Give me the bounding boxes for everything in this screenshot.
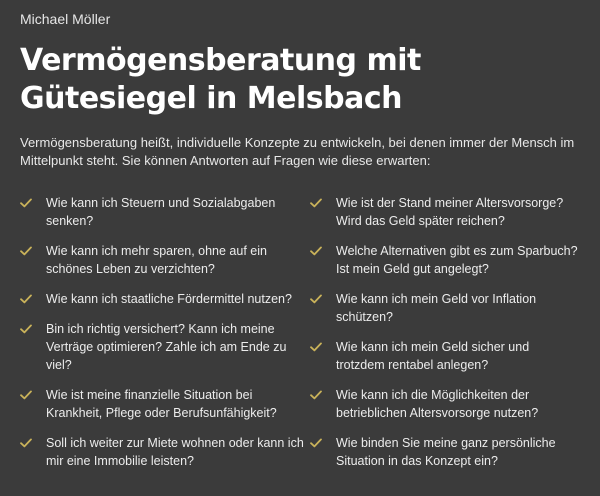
questions-columns [20,194,580,470]
question-item [20,194,310,230]
intro-text: Vermögensberatung heißt, individuelle Konzepte zu entwickeln, bei denen immer der Mensch im Mittelpunkt steht. Sie können Antworten auf Fragen wie diese erwarten: [20,135,575,168]
page-title-line-1: Vermögensberatung mit [20,43,421,78]
check-icon [310,194,336,212]
check-icon [310,242,336,260]
check-icon [310,386,336,404]
check-icon [20,290,46,308]
question-text: Wie kann ich mein Geld sicher und trotzdem rentabel anlegen? [336,340,530,372]
question-item [20,320,310,374]
question-text: Wie kann ich mehr sparen, ohne auf ein schönes Leben zu verzichten? [46,244,267,276]
question-text: Welche Alternativen gibt es zum Sparbuch? Ist mein Geld gut angelegt? [336,244,578,276]
question-text: Wie kann ich staatliche Fördermittel nutzen? [46,292,292,306]
question-item [20,242,310,278]
check-icon [310,434,336,452]
question-item [20,290,310,308]
question-item [310,338,580,374]
author-name: Michael Möller [20,11,111,27]
question-item [20,434,310,470]
question-text: Soll ich weiter zur Miete wohnen oder kann ich mir eine Immobilie leisten? [46,436,304,468]
question-text: Wie ist der Stand meiner Altersvorsorge? Wird das Geld später reichen? [336,196,564,228]
check-icon [20,242,46,260]
check-icon [20,434,46,452]
check-icon [310,338,336,356]
questions-left-list [20,194,310,470]
question-text: Bin ich richtig versichert? Kann ich meine Verträge optimieren? Zahle ich am Ende zu viel? [46,322,287,372]
question-item [310,386,580,422]
question-item [310,194,580,230]
check-icon [20,386,46,404]
page-title [20,42,580,118]
questions-right-list [310,194,580,470]
question-item [20,386,310,422]
question-text: Wie binden Sie meine ganz persönliche Situation in das Konzept ein? [336,436,556,468]
question-text: Wie kann ich die Möglichkeiten der betrieblichen Altersvorsorge nutzen? [336,388,539,420]
check-icon [20,194,46,212]
question-text: Wie ist meine finanzielle Situation bei Krankheit, Pflege oder Berufsunfähigkeit? [46,388,277,420]
question-item [310,242,580,278]
question-text: Wie kann ich Steuern und Sozialabgaben senken? [46,196,276,228]
check-icon [310,290,336,308]
question-item [310,434,580,470]
question-text: Wie kann ich mein Geld vor Inflation schützen? [336,292,537,324]
question-item [310,290,580,326]
check-icon [20,320,46,338]
page-title-line-2: Gütesiegel in Melsbach [20,81,402,116]
